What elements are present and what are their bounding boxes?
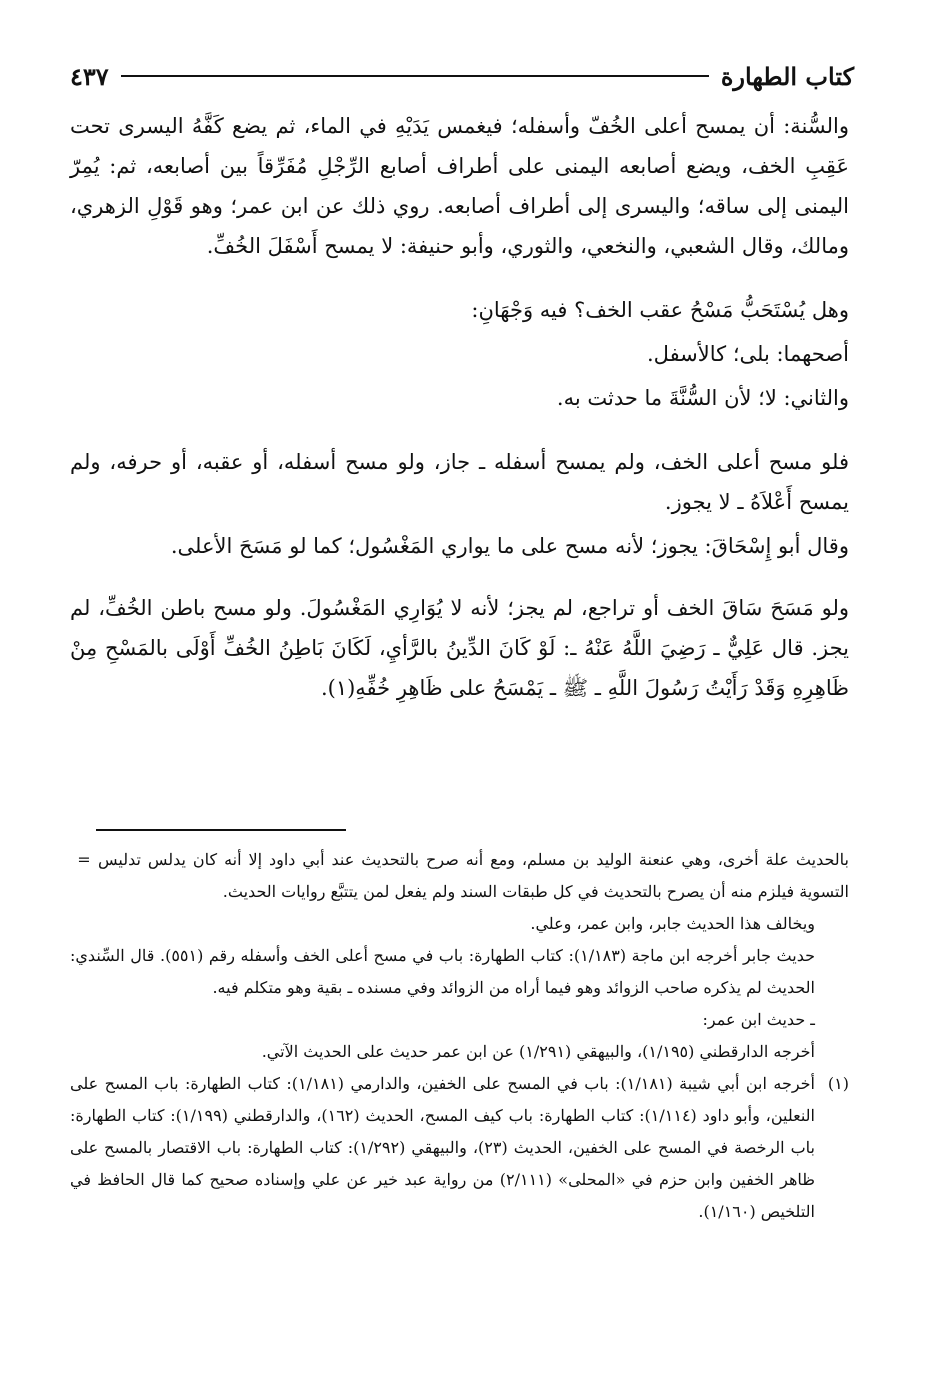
paragraph-first-view: أصحهما: بلى؛ كالأسفل. bbox=[646, 342, 849, 366]
spacer bbox=[70, 566, 849, 588]
page-header bbox=[70, 56, 854, 96]
paragraph-question: وهل يُسْتَحَبُّ مَسْحُ عقب الخف؟ فيه وَجْهَانِ: bbox=[471, 298, 849, 322]
footnote-line: حديث جابر أخرجه ابن ماجة (١/١٨٣): كتاب الطهارة: باب في مسح أعلى الخف وأسفله رقم (٥٥١). قال السِّندي: الحديث لم يذكره صاحب الزوائد وهو فيما أراه من الزوائد وفي مسنده ـ بقية وهو متكلم فيه. bbox=[70, 946, 816, 997]
footnote-continuation bbox=[70, 844, 849, 908]
footnote-line: بالحديث علة أخرى، وهي عنعنة الوليد بن مسلم، ومع أنه صرح بالتحديث عند أبي داود إلا أنه كان يدلس تدليس التسوية فيلزم منه أن يصرح بالتحديث في كل طبقات السند ولم يفعل لمن يتتبَّع روايات الحديث. bbox=[98, 850, 849, 901]
continuation-mark: = bbox=[77, 850, 91, 869]
footnote-line: ويخالف هذا الحديث جابر، وابن عمر، وعلي. bbox=[530, 914, 815, 933]
running-title: كتاب الطهارة bbox=[720, 61, 854, 91]
footnote-separator bbox=[96, 829, 346, 831]
page-number: ٤٣٧ bbox=[70, 61, 109, 91]
header-rule bbox=[121, 75, 709, 77]
footnote-1 bbox=[70, 1068, 849, 1228]
footnote-text: أخرجه ابن أبي شيبة (١/١٨١): باب في المسح على الخفين، والدارمي (١/١٨١): كتاب الطهارة: باب المسح على النعلين، وأبو داود (١/١١٤): كتاب الطهارة: باب كيف المسح، الحديث (١٦٢)، والدارقطني (١/١٩٩): كتاب الطهارة: باب الرخصة في المسح على الخفين، الحديث (٢٣)، والبيهقي (١/٢٩٢): كتاب الطهارة: باب الاقتصار بالمسح على ظاهر الخفين وابن حزم في «المحلى» (٢/١١١) من رواية عبد خير عن علي وإسناده صحيح كما قال الحافظ في التلخيص (١/١٦٠). bbox=[70, 1074, 816, 1221]
footnote-number: (١) bbox=[827, 1074, 849, 1093]
paragraph-sunnah: والسُّنة: أن يمسح أعلى الخُفّ وأسفله؛ فيغمس يَدَيْهِ في الماء، ثم يضع كَفَّهُ اليسرى تحت عَقِبِ الخف، ويضع أصابعه اليمنى على أطراف أصابع الرِّجْلِ مُفَرِّقاً بين أصابعه، ثم: يُمِرّ اليمنى إلى ساقه؛ واليسرى إلى أطراف أصابعه. روي ذلك عن ابن عمر؛ وهو قَوْلِ الزهري، ومالك، وقال الشعبي، والنخعي، والثوري، وأبو حنيفة: لا يمسح أَسْفَلَ الخُفِّ. bbox=[70, 114, 849, 258]
paragraph-ali-hadith: ولو مَسَحَ سَاقَ الخف أو تراجع، لم يجز؛ لأنه لا يُوَارِي المَغْسُولَ. ولو مسح باطن الخُفِّ، لم يجز. قال عَلِيٌّ ـ رَضِيَ اللَّهُ عَنْهُ ـ: لَوْ كَانَ الدِّينُ بالرَّأيِ، لَكَانَ بَاطِنُ الخُفِّ أَوْلَى بالمَسْحِ مِنْ ظَاهِرِهِ وَقَدْ رَأَيْتُ رَسُولَ اللَّهِ ـ ﷺ ـ يَمْسَحُ على ظَاهِرِ خُفِّهِ(١). bbox=[70, 596, 849, 700]
paragraph-second-view: والثاني: لا؛ لأن السُّنَّةَ ما حدثت به. bbox=[556, 386, 849, 410]
paragraph-abu-ishaq: وقال أبو إِسْحَاقَ: يجوز؛ لأنه مسح على ما يواري المَغْسُول؛ كما لو مَسَحَ الأعلى. bbox=[170, 534, 849, 558]
footnote-line: أخرجه الدارقطني (١/١٩٥)، والبيهقي (١/٢٩١) عن ابن عمر حديث على الحديث الآتي. bbox=[261, 1042, 815, 1061]
spacer bbox=[70, 420, 849, 442]
footnotes bbox=[70, 844, 849, 1228]
main-text bbox=[70, 106, 849, 708]
spacer bbox=[70, 266, 849, 288]
footnote-line: ـ حديث ابن عمر: bbox=[702, 1010, 815, 1029]
paragraph-wiping-upper: فلو مسح أعلى الخف، ولم يمسح أسفله ـ جاز، ولو مسح أسفله، أو عقبه، أو حرفه، ولم يمسح أَعْلاَهُ ـ لا يجوز. bbox=[70, 450, 849, 514]
